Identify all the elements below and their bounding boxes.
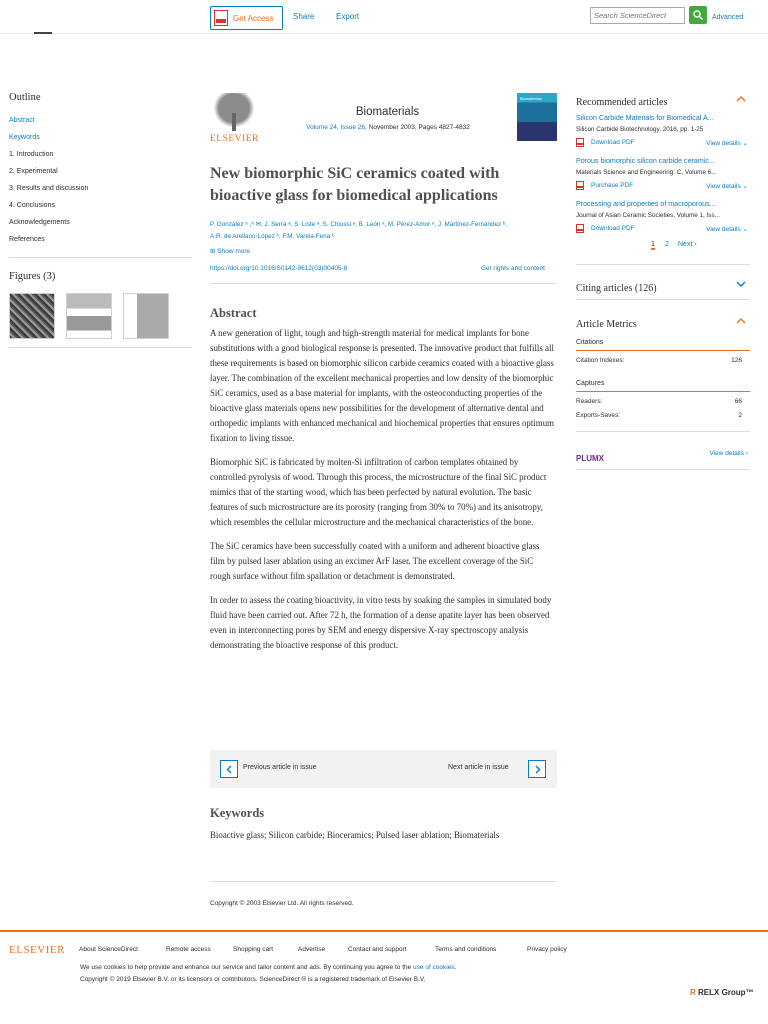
search-input[interactable] bbox=[590, 7, 685, 24]
chevron-right-icon bbox=[533, 765, 542, 774]
previous-article-button[interactable] bbox=[220, 760, 238, 778]
elsevier-logo[interactable] bbox=[210, 93, 258, 145]
abstract-paragraph-3: The SiC ceramics have been successfully coated with a uniform and adherent bioactive glass film by pulsed laser ablation using an excimer ArF laser. The excellent coverage of the SiC rough surface without film spallation or detachment is demonstrated. bbox=[210, 541, 540, 581]
author-list bbox=[210, 219, 555, 243]
recommended-item-title[interactable]: Silicon Carbide Materials for Biomedical A... bbox=[576, 114, 714, 122]
recommended-item-actions bbox=[576, 180, 750, 192]
pdf-icon bbox=[214, 10, 228, 26]
exports-row bbox=[576, 412, 750, 424]
divider bbox=[210, 283, 557, 284]
recommended-item bbox=[576, 114, 750, 149]
outline-item-acknowledgements[interactable]: Acknowledgements bbox=[9, 219, 70, 226]
footer-elsevier-logo[interactable]: ELSEVIER bbox=[9, 944, 65, 956]
divider bbox=[576, 350, 750, 351]
abstract-paragraph-4: In order to assess the coating bioactivity, in vitro tests by soaking the samples in simulated body fluid have been carried out. After 72 h, the formation of a dense apatite layer has been observed even in interconnecting pores by SEM and energy dispersive X-ray spectroscopy analysis demonstrating the bioactive response of this product. bbox=[210, 595, 552, 650]
pdf-icon bbox=[576, 224, 584, 233]
footer-copyright: Copyright © 2019 Elsevier B.V. or its licensors or contributors. ScienceDirect ® is a registered trademark of Elsevier B.V. bbox=[80, 976, 426, 983]
show-more-button[interactable] bbox=[210, 247, 250, 255]
divider bbox=[576, 299, 750, 300]
page-footer bbox=[0, 930, 768, 1024]
pdf-icon bbox=[576, 138, 584, 147]
citing-articles-header[interactable] bbox=[576, 278, 750, 292]
figure-thumbnail-3[interactable] bbox=[123, 293, 169, 339]
recommended-item bbox=[576, 200, 750, 235]
article-navigation bbox=[210, 750, 557, 788]
divider bbox=[9, 257, 192, 258]
download-pdf-link[interactable]: Download PDF bbox=[591, 139, 635, 146]
footer-link-terms[interactable]: Terms and conditions bbox=[435, 946, 497, 953]
recommended-pagination bbox=[576, 241, 750, 257]
recommended-item bbox=[576, 157, 750, 192]
divider bbox=[576, 264, 750, 265]
readers-value: 66 bbox=[734, 398, 742, 405]
outline-item-experimental[interactable]: 2. Experimental bbox=[9, 168, 58, 175]
exports-label: Exports-Saves: bbox=[576, 412, 621, 419]
chevron-down-icon bbox=[736, 281, 746, 288]
divider bbox=[210, 881, 557, 882]
captures-label: Captures bbox=[576, 380, 605, 387]
footer-link-shopping-cart[interactable]: Shopping cart bbox=[233, 946, 274, 953]
page-2-link[interactable]: 2 bbox=[665, 241, 669, 248]
divider bbox=[576, 431, 750, 432]
footer-link-about[interactable]: About ScienceDirect bbox=[79, 946, 138, 953]
page-1-link[interactable]: 1 bbox=[651, 241, 655, 248]
recommended-item-source: Silicon Carbide Biotechnology, 2016, pp. 1-25 bbox=[576, 126, 704, 133]
advanced-search-link[interactable]: Advanced bbox=[712, 14, 744, 21]
next-article-button[interactable] bbox=[528, 760, 546, 778]
logo-fragment bbox=[34, 32, 52, 34]
divider bbox=[9, 347, 192, 348]
left-sidebar bbox=[9, 92, 192, 348]
view-details-label: View details bbox=[706, 183, 741, 190]
divider bbox=[576, 469, 750, 470]
get-access-button[interactable] bbox=[210, 6, 283, 30]
cookie-policy-link[interactable]: use of cookies bbox=[413, 964, 455, 971]
issue-details: , November 2003, Pages 4827-4832 bbox=[365, 124, 470, 131]
view-details-link[interactable] bbox=[706, 225, 748, 233]
recommended-title: Recommended articles bbox=[576, 97, 668, 108]
show-more-label: Show more bbox=[217, 248, 251, 255]
relx-logo[interactable] bbox=[690, 988, 754, 997]
elsevier-tree-icon bbox=[210, 93, 258, 131]
pdf-icon bbox=[576, 181, 584, 190]
chevron-down-icon: ⌄ bbox=[742, 183, 748, 190]
outline-item-abstract[interactable]: Abstract bbox=[9, 117, 35, 124]
citation-indexes-label: Citation Indexes: bbox=[576, 357, 625, 364]
view-details-link[interactable] bbox=[706, 139, 748, 147]
exports-value: 2 bbox=[738, 412, 742, 419]
view-details-link[interactable] bbox=[706, 182, 748, 190]
journal-title[interactable]: Biomaterials bbox=[355, 106, 420, 118]
chevron-up-icon bbox=[736, 317, 746, 324]
article-metrics-header[interactable] bbox=[576, 314, 750, 328]
authors-line-1[interactable]: P. González ᵃ ,ᴬ ✉, J. Serra ᵃ, S. Liste ᵃ, S. Chiussi ᵃ, B. León ᵃ, M. Pérez-Amor ᵃ, J. Martínez-Fernández ᵇ, bbox=[210, 221, 508, 228]
cookie-text: We use cookies to help provide and enhance our service and tailor content and ads. By continuing you agree to the bbox=[80, 964, 414, 971]
outline-item-conclusions[interactable]: 4. Conclusions bbox=[9, 202, 55, 209]
chevron-left-icon bbox=[225, 765, 234, 774]
search-icon bbox=[693, 10, 703, 20]
outline-item-results[interactable]: 3. Results and discussion bbox=[9, 185, 89, 192]
footer-link-advertise[interactable]: Advertise bbox=[298, 946, 326, 953]
download-pdf-link[interactable]: Download PDF bbox=[591, 225, 635, 232]
outline-item-introduction[interactable]: 1. Introduction bbox=[9, 151, 54, 158]
volume-link[interactable]: Volume 24, Issue 26 bbox=[306, 124, 366, 131]
figure-thumbnails bbox=[9, 293, 192, 339]
article-copyright: Copyright © 2003 Elsevier Ltd. All rights reserved. bbox=[210, 900, 354, 907]
outline-item-references[interactable]: References bbox=[9, 236, 45, 243]
figure-thumbnail-2[interactable] bbox=[66, 293, 112, 339]
get-access-label: Get Access bbox=[233, 13, 274, 23]
recommended-item-actions bbox=[576, 137, 750, 149]
authors-line-2[interactable]: A.R. de Arellano-López ᵇ, F.M. Varela-Feria ᵇ bbox=[210, 233, 335, 240]
publisher-name: ELSEVIER bbox=[210, 134, 259, 144]
export-link[interactable]: Export bbox=[336, 12, 360, 21]
readers-row bbox=[576, 398, 750, 410]
plumx-view-details-label: View details bbox=[709, 450, 745, 457]
right-sidebar bbox=[576, 92, 750, 470]
outline-title: Outline bbox=[9, 92, 41, 103]
footer-link-remote-access[interactable]: Remote access bbox=[166, 946, 211, 953]
share-link[interactable]: Share bbox=[293, 12, 315, 21]
relx-icon: R bbox=[690, 988, 696, 997]
cookie-notice: We use cookies to help provide and enhance our service and tailor content and ads. By continuing you agree to the use of cookies. bbox=[80, 964, 457, 971]
chevron-right-icon: › bbox=[694, 241, 697, 248]
chevron-down-icon: ⌄ bbox=[742, 226, 748, 233]
journal-cover-image[interactable] bbox=[517, 93, 557, 141]
citation-indexes-value: 126 bbox=[731, 357, 742, 364]
cover-title: Biomaterials bbox=[520, 96, 543, 101]
previous-article-label[interactable]: Previous article in issue bbox=[243, 764, 317, 771]
abstract-heading: Abstract bbox=[210, 306, 257, 320]
chevron-up-icon bbox=[736, 95, 746, 102]
plumx-row bbox=[576, 448, 750, 462]
chevron-right-icon: › bbox=[745, 450, 748, 457]
citation-indexes-row bbox=[576, 357, 750, 369]
chevron-down-icon: ⌄ bbox=[742, 140, 748, 147]
outline-list bbox=[9, 112, 192, 248]
view-details-label: View details bbox=[706, 140, 741, 147]
citations-label: Citations bbox=[576, 339, 604, 346]
plus-icon: ⊞ bbox=[210, 248, 218, 255]
recommended-item-title[interactable]: Porous biomorphic silicon carbide ceramic... bbox=[576, 157, 715, 165]
abstract-body bbox=[210, 326, 556, 662]
recommended-item-source: Journal of Asian Ceramic Societies, Volume 1, Iss... bbox=[576, 212, 720, 219]
top-bar bbox=[0, 0, 768, 34]
article-title: New biomorphic SiC ceramics coated with bioactive glass for biomedical applications bbox=[210, 165, 500, 204]
journal-meta bbox=[283, 124, 493, 131]
article-metrics-title: Article Metrics bbox=[576, 319, 637, 330]
view-details-label: View details bbox=[706, 226, 741, 233]
next-article-label[interactable]: Next article in issue bbox=[448, 764, 509, 771]
footer-link-contact[interactable]: Contact and support bbox=[348, 946, 407, 953]
doi-link[interactable]: https://doi.org/10.1016/S0142-9612(03)00405-8 bbox=[210, 265, 348, 272]
figure-thumbnail-1[interactable] bbox=[9, 293, 55, 339]
keywords-heading: Keywords bbox=[210, 806, 265, 820]
rights-link[interactable]: Get rights and content bbox=[481, 265, 545, 272]
keywords-list: Bioactive glass; Silicon carbide; Bioceramics; Pulsed laser ablation; Biomaterials bbox=[210, 830, 500, 840]
recommended-header[interactable] bbox=[576, 92, 750, 106]
recommended-item-actions bbox=[576, 223, 750, 235]
figures-title: Figures (3) bbox=[9, 271, 56, 282]
search-button[interactable] bbox=[689, 6, 707, 24]
recommended-item-source: Materials Science and Engineering: C, Volume 6... bbox=[576, 169, 717, 176]
next-page-label: Next bbox=[678, 241, 693, 248]
relx-label: RELX Group™ bbox=[698, 988, 754, 997]
readers-label: Readers: bbox=[576, 398, 603, 405]
outline-item-keywords[interactable]: Keywords bbox=[9, 134, 40, 141]
divider bbox=[576, 391, 750, 392]
abstract-paragraph-2: Biomorphic SiC is fabricated by molten-Si infiltration of carbon templates obtained by controlled pyrolysis of wood. Through this process, the microstructure of the final SiC product mimics that of the starting wood, which has been perfected by natural evolution. The basic features of such microstructure are its porosity (ranging from 30% to 70%) and its anisotropy, which resembles the cellular microstructure and the mechanical characteristics of the bone. bbox=[210, 457, 547, 527]
purchase-pdf-link[interactable]: Purchase PDF bbox=[591, 182, 634, 189]
citing-articles-title: Citing articles (126) bbox=[576, 283, 657, 294]
plumx-logo: PLUMX bbox=[576, 454, 604, 463]
recommended-item-title[interactable]: Processing and properties of macroporous... bbox=[576, 200, 716, 208]
next-page-link[interactable] bbox=[678, 241, 697, 248]
footer-link-privacy[interactable]: Privacy policy bbox=[527, 946, 567, 953]
abstract-paragraph-1: A new generation of light, tough and high-strength material for medical implants for bone substitutions with a good biological response is presented. The innovative product that fulfills all these requirements is based on biomorphic silicon carbide ceramics coated with a bioactive glass layer. The combination of the excellent mechanical properties and low density of the biomorphic SiC ceramics, used as a base material for implants, with the osteoconducting properties of the bioactive glass materials opens new possibilities for the development of alternative dental and orthopedic implants with enhanced mechanical and biochemical properties that ensures optimum fixation to living tissue. bbox=[210, 328, 555, 443]
plumx-view-details-link[interactable] bbox=[709, 450, 748, 457]
